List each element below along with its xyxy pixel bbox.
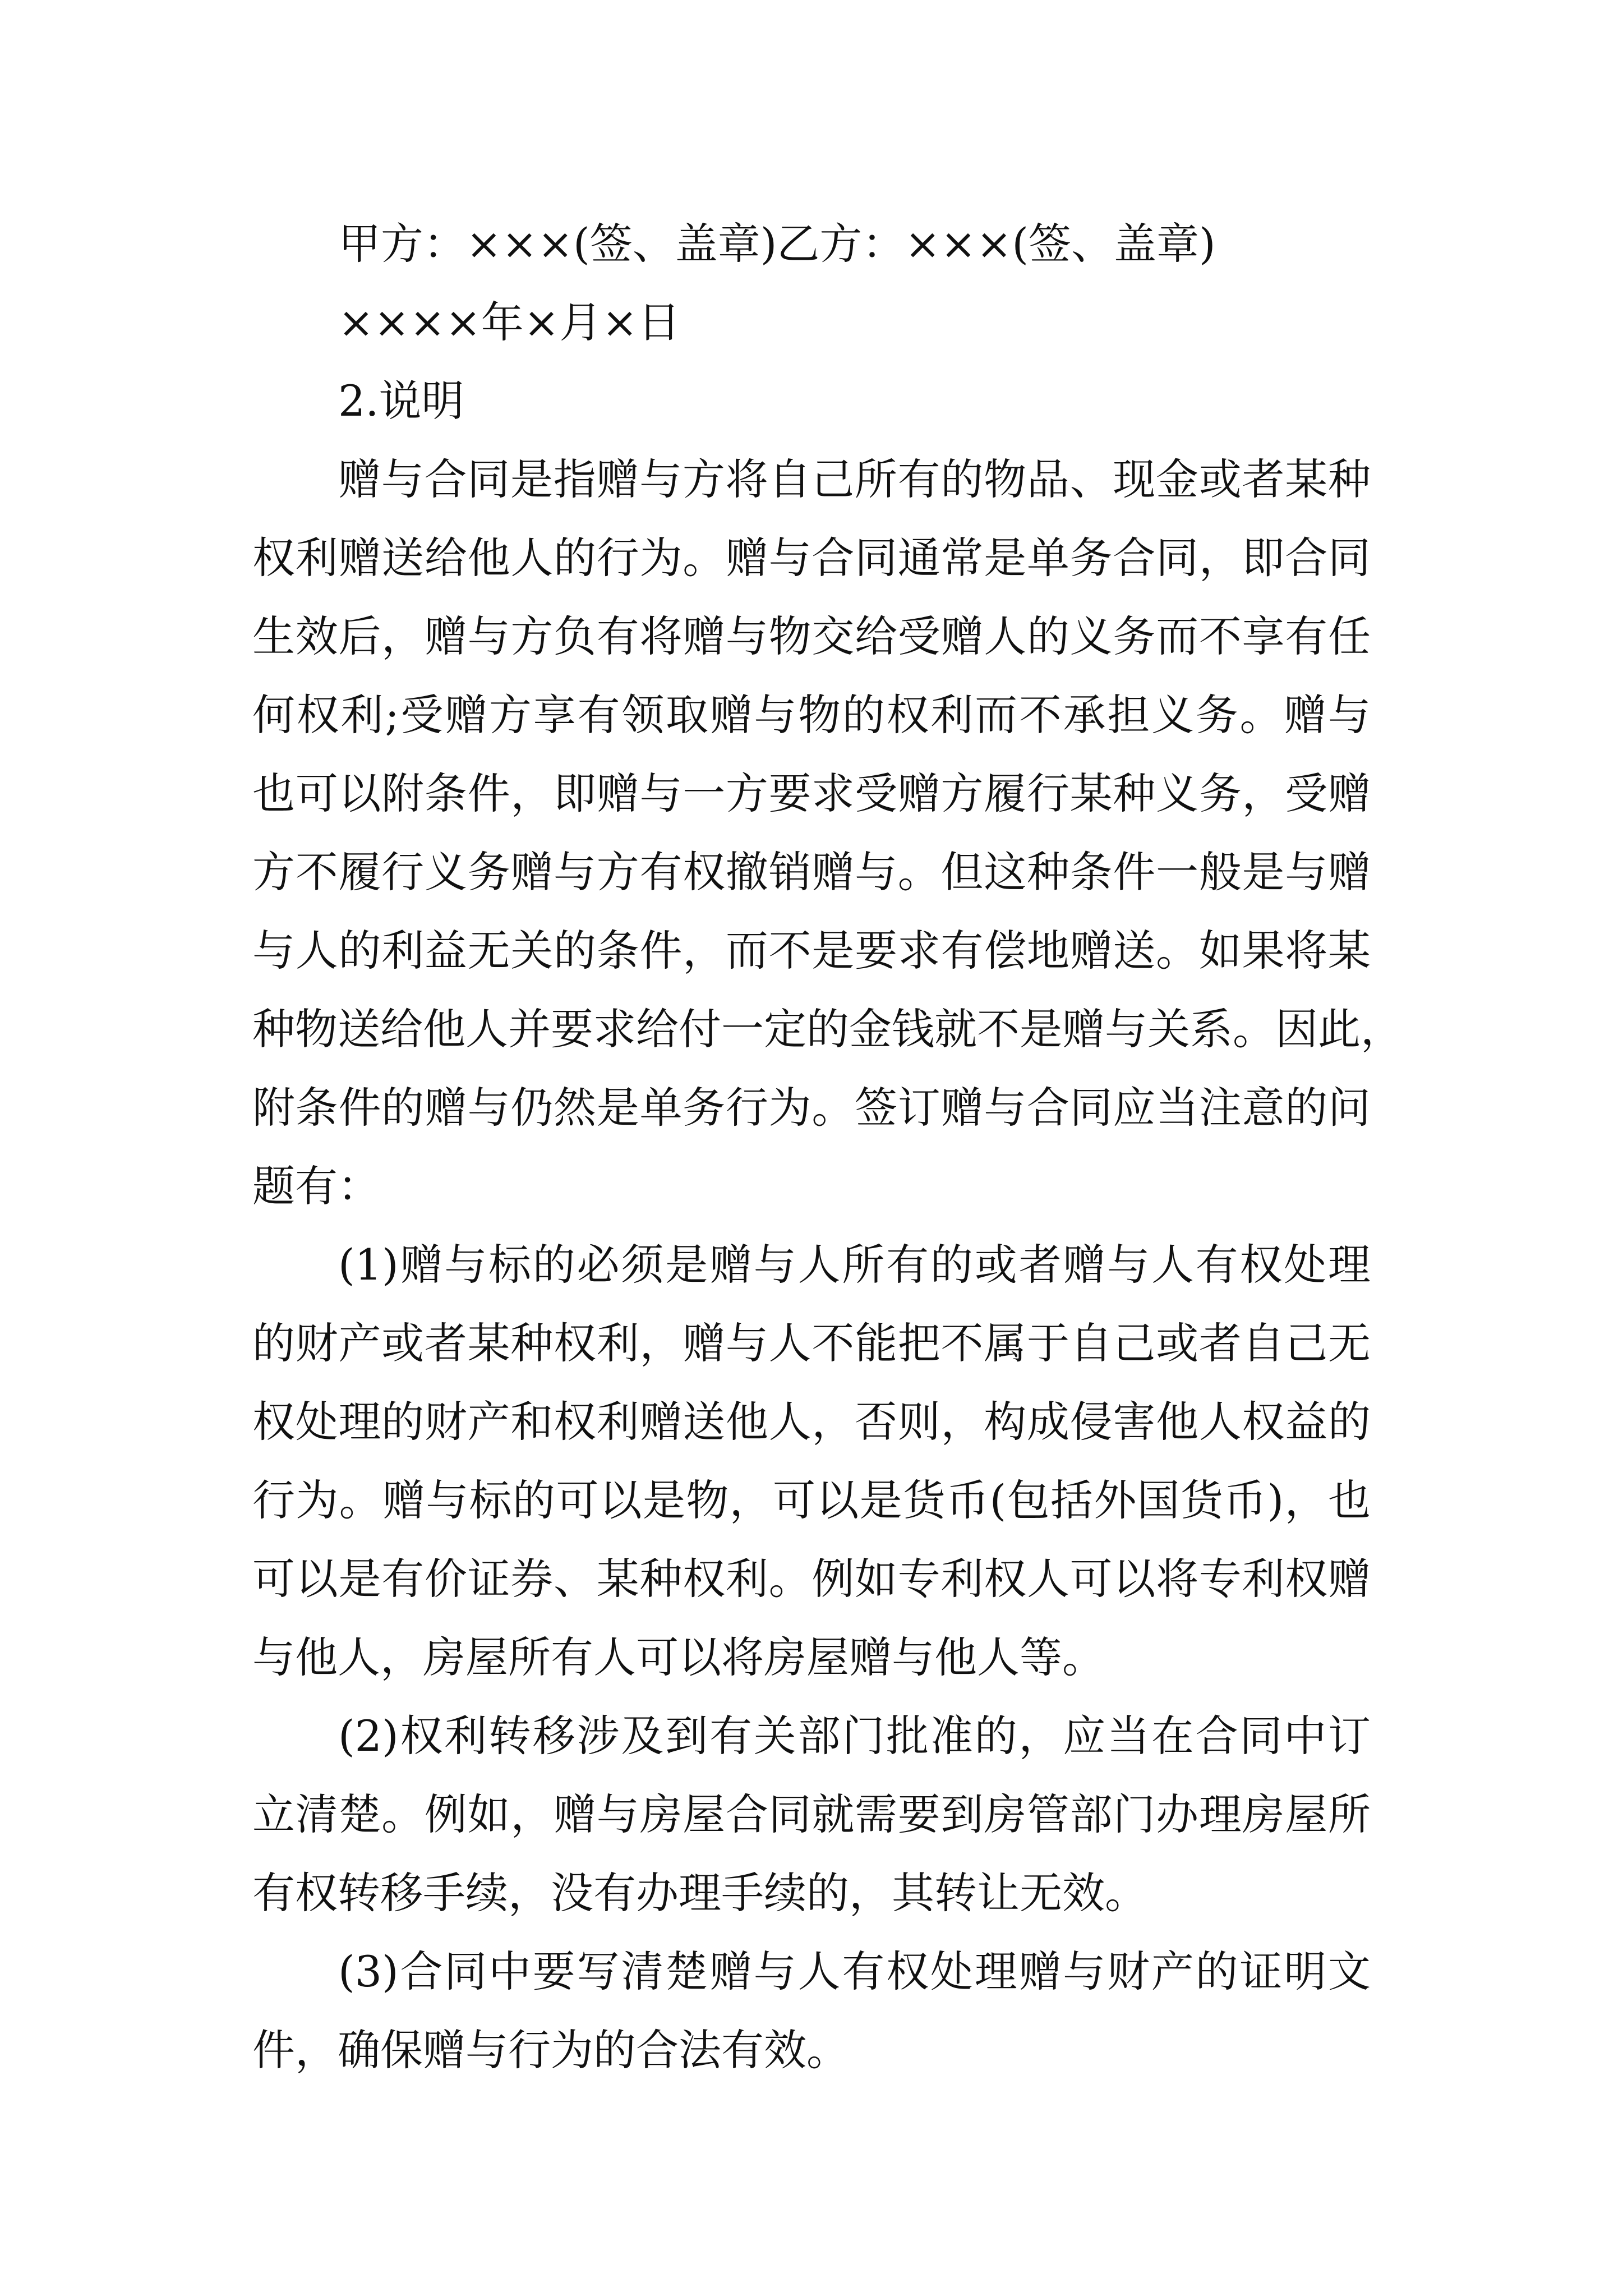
paragraph-line: (2)权利转移涉及到有关部门批准的，应当在合同中订 xyxy=(338,1711,1371,1761)
paragraph-line: 赠与合同是指赠与方将自己所有的物品、现金或者某种 xyxy=(338,454,1371,504)
paragraph-line: 权利赠送给他人的行为。赠与合同通常是单务合同，即合同 xyxy=(252,533,1371,583)
paragraph-line: 可以是有价证券、某种权利。例如专利权人可以将专利权赠 xyxy=(252,1554,1371,1604)
date-line: ××××年×月×日 xyxy=(338,297,681,347)
paragraph-line: (3)合同中要写清楚赠与人有权处理赠与财产的证明文 xyxy=(338,1947,1371,1996)
paragraph-line: 题有： xyxy=(252,1161,380,1211)
paragraph-line: 与他人，房屋所有人可以将房屋赠与他人等。 xyxy=(252,1632,1105,1682)
paragraph-line: 附条件的赠与仍然是单务行为。签订赠与合同应当注意的问 xyxy=(252,1083,1371,1133)
section-heading: 2.说明 xyxy=(338,376,464,426)
paragraph-line: (1)赠与标的必须是赠与人所有的或者赠与人有权处理 xyxy=(338,1240,1371,1290)
paragraph-line: 行为。赠与标的可以是物，可以是货币(包括外国货币)，也 xyxy=(252,1475,1371,1525)
paragraph-line: 何权利;受赠方享有领取赠与物的权利而不承担义务。赠与 xyxy=(252,690,1371,740)
paragraph-line: 的财产或者某种权利，赠与人不能把不属于自己或者自己无 xyxy=(252,1318,1371,1368)
paragraph-line: 方不履行义务赠与方有权撤销赠与。但这种条件一般是与赠 xyxy=(252,847,1371,897)
paragraph-line: 立清楚。例如，赠与房屋合同就需要到房管部门办理房屋所 xyxy=(252,1789,1371,1839)
signature-line: 甲方：×××(签、盖章)乙方：×××(签、盖章) xyxy=(338,219,1216,269)
paragraph-line: 权处理的财产和权利赠送他人，否则，构成侵害他人权益的 xyxy=(252,1397,1371,1447)
paragraph-line: 有权转移手续，没有办理手续的，其转让无效。 xyxy=(252,1868,1147,1918)
paragraph-line: 生效后，赠与方负有将赠与物交给受赠人的义务而不享有任 xyxy=(252,611,1371,661)
paragraph-line: 与人的利益无关的条件，而不是要求有偿地赠送。如果将某 xyxy=(252,926,1371,976)
paragraph-line: 也可以附条件，即赠与一方要求受赠方履行某种义务，受赠 xyxy=(252,769,1371,818)
paragraph-line: 件，确保赠与行为的合法有效。 xyxy=(252,2025,849,2075)
paragraph-line: 种物送给他人并要求给付一定的金钱就不是赠与关系。因此， xyxy=(252,1004,1403,1054)
